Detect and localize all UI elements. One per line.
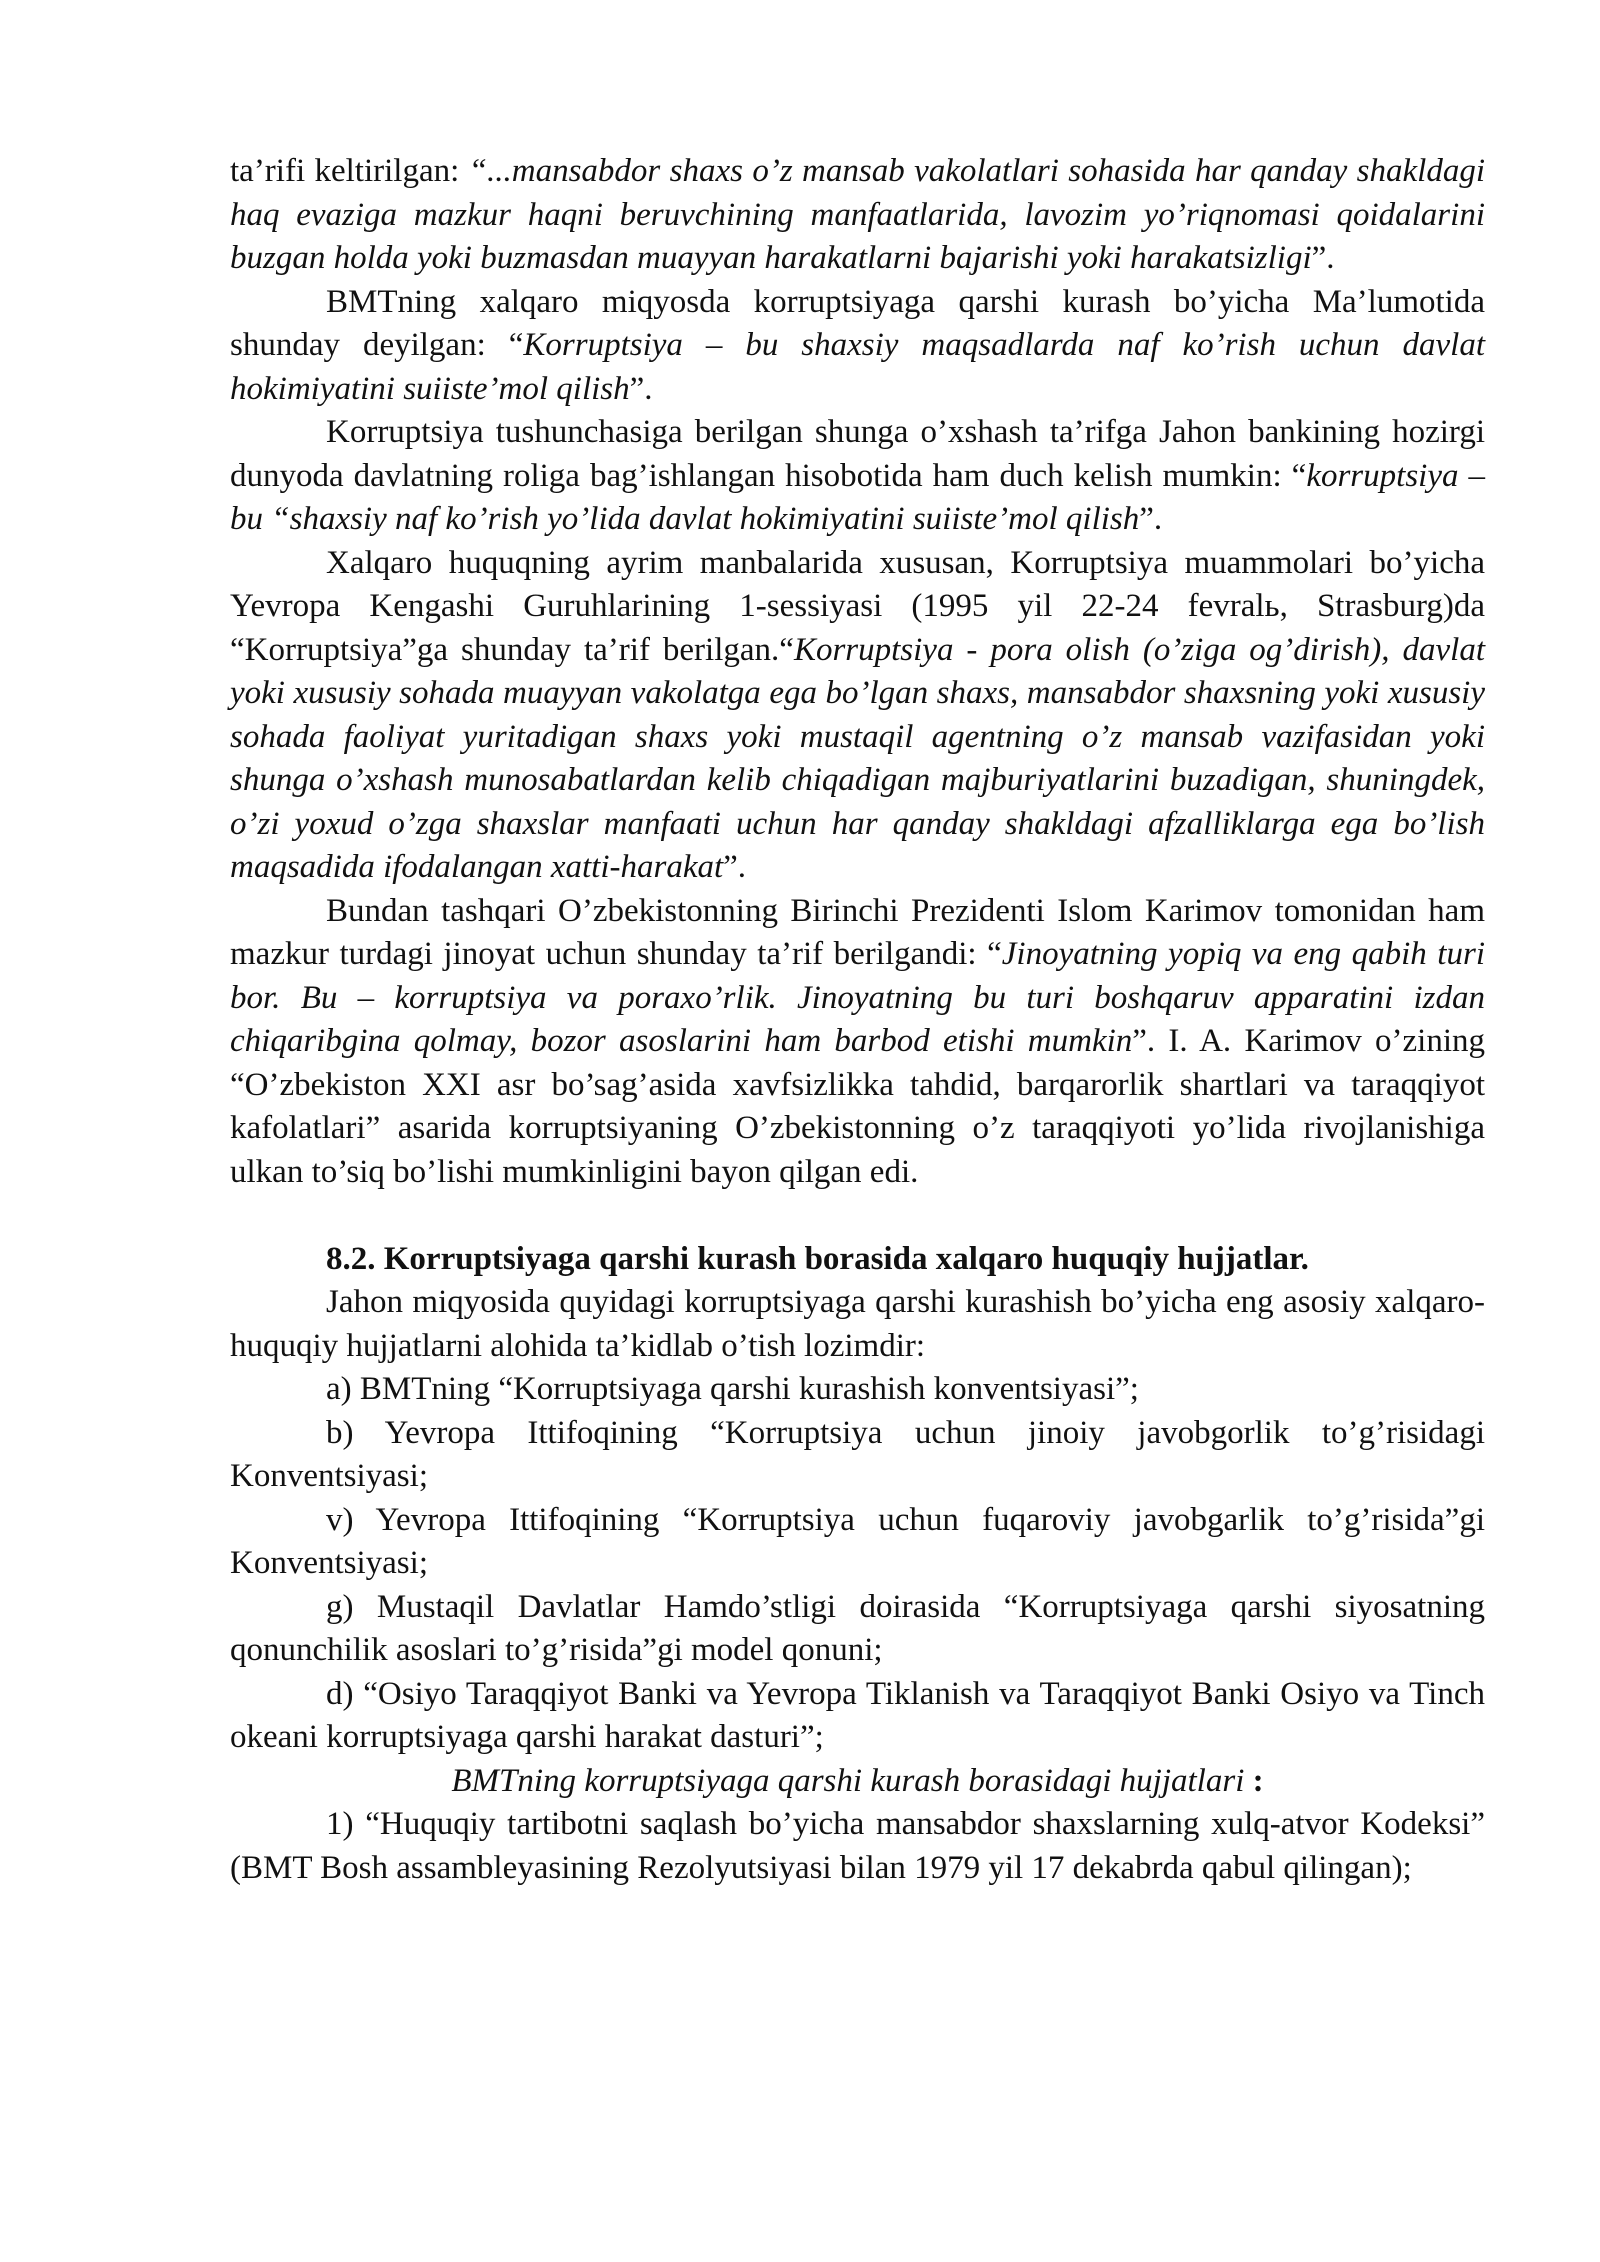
subheading-colon: : — [1244, 1762, 1264, 1799]
paragraph-karimov-definition — [230, 890, 1485, 1195]
text-run: ”. I. A. Karimov o’zining “O’zbekiston XXI asr bo’sag’asida xavfsizlikka tahdid, barqarorlik shartlari va taraqqiyot kafolatlari” asarida korruptsiyaning O’zbekistonning o’z taraqqiyoti yo’lida rivojlanishiga ulkan to’siq bo’lishi mumkinligini bayon qilgan edi. — [230, 1023, 1485, 1190]
text-run: Bundan tashqari O’zbekistonning Birinchi Prezidenti Islom Karimov tomonidan ham mazkur turdagi jinoyat uchun shunday ta’rif berilgandi: “ — [230, 892, 1485, 972]
paragraph-bmt-definition — [230, 281, 1485, 412]
list-item-g: g) Mustaqil Davlatlar Hamdo’stligi doirasida “Korruptsiyaga qarshi siyosatning qonunchilik asoslari to’g’risida”gi model qonuni; — [230, 1588, 1485, 1668]
subheading — [230, 1760, 1485, 1804]
section-heading: 8.2. Korruptsiyaga qarshi kurash borasida xalqaro huquqiy hujjatlar. — [326, 1240, 1309, 1277]
text-run: BMTning xalqaro miqyosda korruptsiyaga qarshi kurash bo’yicha Ma’lumotida shunday deyilgan: “ — [230, 283, 1485, 363]
list-item-a: a) BMTning “Korruptsiyaga qarshi kurashish konventsiyasi”; — [326, 1371, 1139, 1407]
text-run: Korruptsiya tushunchasiga berilgan shunga o’xshash ta’rifga Jahon bankining hozirgi dunyoda davlatning roliga bag’ishlangan hisobotida ham duch kelish mumkin: “ — [230, 414, 1485, 494]
text-run: ”. — [629, 370, 653, 407]
paragraph-council-of-europe-definition — [230, 542, 1485, 890]
text-run: ”. — [1139, 501, 1163, 537]
italic-quote: korruptsiya – bu “shaxsiy naf ko’rish yo’lida davlat hokimiyatini suiiste’mol qilish — [230, 457, 1485, 537]
text-run: ”. — [1311, 240, 1335, 276]
paragraph-world-bank-definition — [230, 411, 1485, 542]
list-item-v: v) Yevropa Ittifoqining “Korruptsiya uchun fuqaroviy javobgarlik to’g’risida”gi Konventsiyasi; — [230, 1501, 1485, 1581]
text-run: ta’rifi keltirilgan: — [230, 153, 469, 189]
italic-quote: Korruptsiya – bu shaxsiy maqsadlarda naf ko’rish uchun davlat hokimiyatini suiiste’mol qilish — [230, 327, 1486, 407]
italic-quote: “...mansabdor shaxs o’z mansab vakolatlari sohasida har qanday shakldagi haq evaziga mazkur haqni beruvchining manfaatlarida, lavozim yo’riqnomasi qoidalarini buzgan holda yoki buzmasdan muayyan harakatlarni bajarishi yoki harakatsizligi — [230, 153, 1486, 276]
blank-line — [230, 1194, 1485, 1238]
italic-quote: Jinoyatning yopiq va eng qabih turi bor. Bu – korruptsiya va poraxo’rlik. Jinoyatning bu turi boshqaruv apparatini izdan chiqaribgina qolmay, bozor asoslarini ham barbod etishi mumkin — [230, 936, 1485, 1059]
list-item-d: d) “Osiyo Taraqqiyot Banki va Yevropa Tiklanish va Taraqqiyot Banki Osiyo va Tinch okeani korruptsiyaga qarshi harakat dasturi”; — [230, 1675, 1485, 1755]
text-run: Xalqaro huquqning ayrim manbalarida xususan, Korruptsiya muammolari bo’yicha Yevropa Kengashi Guruhlarining 1-sessiyasi (1995 yil 22-24 fevralь, Strasburg)da “Korruptsiya”ga shunday ta’rif berilgan.“ — [230, 544, 1485, 668]
italic-quote: Korruptsiya - pora olish (o’ziga og’dirish), davlat yoki xususiy sohada muayyan vakolatga ega bo’lgan shaxs, mansabdor shaxsning yoki xususiy sohada faoliyat yuritadigan shaxs yoki mustaqil agentning o’z mansab vazifasidan yoki shunga o’xshash munosabatlardan kelib chiqadigan majburiyatlarini buzadigan, shuningdek, o’zi yoxud o’zga shaxslar manfaati uchun har qanday shakldagi afzalliklarga ega bo’lish maqsadida ifodalangan xatti-harakat — [230, 631, 1485, 885]
paragraph-intro: Jahon miqyosida quyidagi korruptsiyaga qarshi kurashish bo’yicha eng asosiy xalqaro-huquqiy hujjatlarni alohida ta’kidlab o’tish lozimdir: — [230, 1284, 1485, 1364]
list-item-1: 1) “Huquqiy tartibotni saqlash bo’yicha mansabdor shaxslarning xulq-atvor Kodeksi” (BMT Bosh assambleyasining Rezolyutsiyasi bilan 1979 yil 17 dekabrda qabul qilingan); — [230, 1806, 1485, 1886]
subheading-italic: BMTning korruptsiyaga qarshi kurash borasidagi hujjatlari — [451, 1762, 1245, 1799]
paragraph-definition-1 — [230, 150, 1485, 281]
text-run: ”. — [723, 849, 747, 885]
list-item-b: b) Yevropa Ittifoqining “Korruptsiya uchun jinoiy javobgorlik to’g’risidagi Konventsiyasi; — [230, 1414, 1485, 1494]
